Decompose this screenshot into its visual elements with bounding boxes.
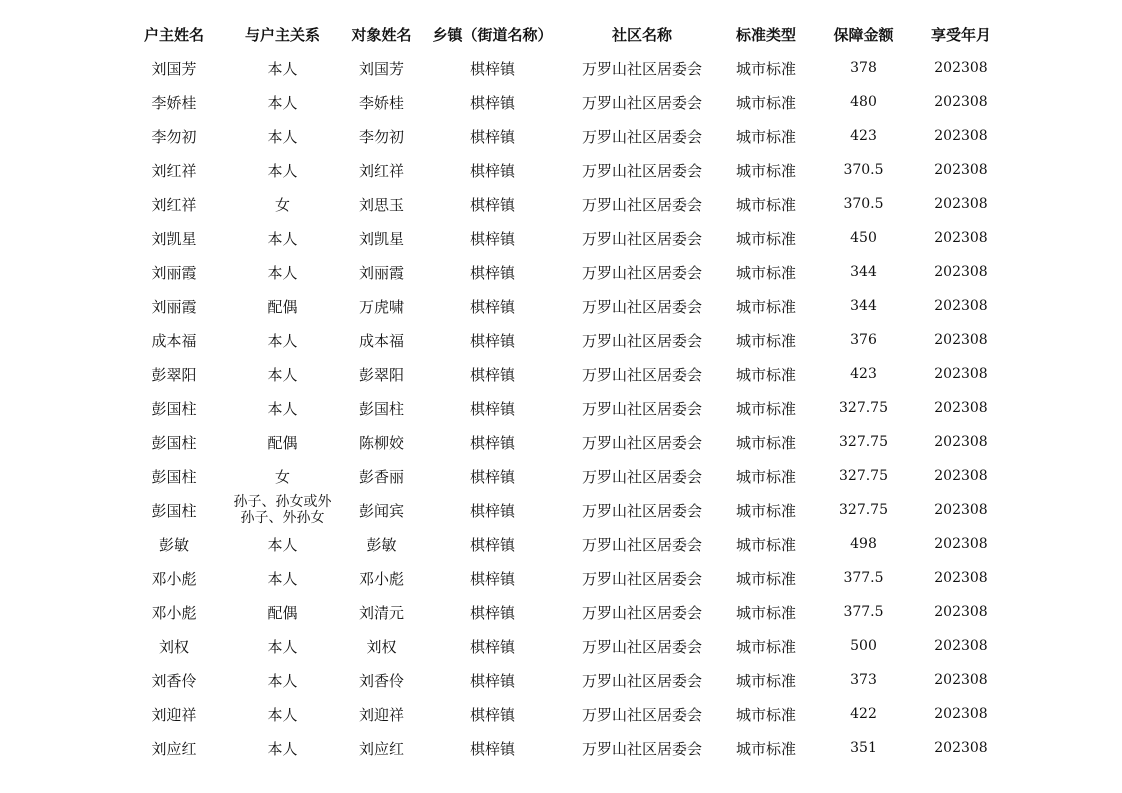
header-recipient-name: 对象姓名 xyxy=(351,25,412,44)
standard-type-cell: 城市标准 xyxy=(735,297,796,316)
township-cell: 棋梓镇 xyxy=(469,161,515,180)
relationship-cell: 本人 xyxy=(267,569,298,588)
table-header-row xyxy=(122,17,1004,51)
amount-cell: 370.5 xyxy=(843,196,884,212)
community-cell: 万罗山社区居委会 xyxy=(581,297,702,316)
township-cell: 棋梓镇 xyxy=(469,467,515,486)
standard-type-cell: 城市标准 xyxy=(735,433,796,452)
householder-name-cell: 彭敏 xyxy=(158,535,189,554)
month-cell: 202308 xyxy=(934,502,988,518)
householder-name-cell: 刘国芳 xyxy=(151,59,197,78)
householder-name-cell: 刘权 xyxy=(158,637,189,656)
table-row xyxy=(122,731,1004,765)
amount-cell: 327.75 xyxy=(839,400,888,416)
relationship-text: 孙子、孙女或外孙子、外孙女 xyxy=(233,494,332,526)
householder-name-cell: 彭国柱 xyxy=(151,501,197,520)
township-cell: 棋梓镇 xyxy=(469,229,515,248)
relationship-cell: 本人 xyxy=(267,331,298,350)
header-standard-type: 标准类型 xyxy=(735,25,796,44)
community-cell: 万罗山社区居委会 xyxy=(581,229,702,248)
standard-type-cell: 城市标准 xyxy=(735,603,796,622)
recipient-name-cell: 李勿初 xyxy=(358,127,404,146)
standard-type-cell: 城市标准 xyxy=(735,705,796,724)
community-cell: 万罗山社区居委会 xyxy=(581,501,702,520)
township-cell: 棋梓镇 xyxy=(469,195,515,214)
recipient-name-cell: 刘应红 xyxy=(358,739,404,758)
month-cell: 202308 xyxy=(934,468,988,484)
benefit-table xyxy=(122,17,1004,765)
header-relationship: 与户主关系 xyxy=(244,25,320,44)
recipient-name-cell: 刘红祥 xyxy=(358,161,404,180)
relationship-cell: 本人 xyxy=(267,739,298,758)
community-cell: 万罗山社区居委会 xyxy=(581,569,702,588)
householder-name-cell: 彭国柱 xyxy=(151,433,197,452)
table-row xyxy=(122,323,1004,357)
community-cell: 万罗山社区居委会 xyxy=(581,263,702,282)
standard-type-cell: 城市标准 xyxy=(735,535,796,554)
standard-type-cell: 城市标准 xyxy=(735,569,796,588)
amount-cell: 378 xyxy=(850,60,877,76)
relationship-cell: 本人 xyxy=(267,399,298,418)
month-cell: 202308 xyxy=(934,604,988,620)
community-cell: 万罗山社区居委会 xyxy=(581,127,702,146)
month-cell: 202308 xyxy=(934,706,988,722)
township-cell: 棋梓镇 xyxy=(469,59,515,78)
community-cell: 万罗山社区居委会 xyxy=(581,637,702,656)
table-row xyxy=(122,459,1004,493)
community-cell: 万罗山社区居委会 xyxy=(581,93,702,112)
relationship-cell: 本人 xyxy=(267,127,298,146)
header-community: 社区名称 xyxy=(611,25,672,44)
community-cell: 万罗山社区居委会 xyxy=(581,331,702,350)
standard-type-cell: 城市标准 xyxy=(735,365,796,384)
amount-cell: 376 xyxy=(850,332,877,348)
recipient-name-cell: 刘思玉 xyxy=(358,195,404,214)
community-cell: 万罗山社区居委会 xyxy=(581,399,702,418)
community-cell: 万罗山社区居委会 xyxy=(581,705,702,724)
header-month: 享受年月 xyxy=(930,25,991,44)
standard-type-cell: 城市标准 xyxy=(735,637,796,656)
amount-cell: 498 xyxy=(850,536,877,552)
community-cell: 万罗山社区居委会 xyxy=(581,59,702,78)
month-cell: 202308 xyxy=(934,162,988,178)
header-amount: 保障金额 xyxy=(833,25,894,44)
table-row xyxy=(122,255,1004,289)
standard-type-cell: 城市标准 xyxy=(735,195,796,214)
township-cell: 棋梓镇 xyxy=(469,637,515,656)
relationship-cell: 配偶 xyxy=(267,297,298,316)
table-row xyxy=(122,697,1004,731)
standard-type-cell: 城市标准 xyxy=(735,229,796,248)
month-cell: 202308 xyxy=(934,128,988,144)
table-row xyxy=(122,425,1004,459)
community-cell: 万罗山社区居委会 xyxy=(581,467,702,486)
township-cell: 棋梓镇 xyxy=(469,671,515,690)
householder-name-cell: 刘红祥 xyxy=(151,161,197,180)
township-cell: 棋梓镇 xyxy=(469,399,515,418)
relationship-cell: 本人 xyxy=(267,161,298,180)
householder-name-cell: 李勿初 xyxy=(151,127,197,146)
month-cell: 202308 xyxy=(934,400,988,416)
standard-type-cell: 城市标准 xyxy=(735,127,796,146)
table-row xyxy=(122,85,1004,119)
amount-cell: 327.75 xyxy=(839,468,888,484)
householder-name-cell: 邓小彪 xyxy=(151,569,197,588)
standard-type-cell: 城市标准 xyxy=(735,739,796,758)
amount-cell: 377.5 xyxy=(843,604,884,620)
amount-cell: 344 xyxy=(850,298,877,314)
standard-type-cell: 城市标准 xyxy=(735,161,796,180)
month-cell: 202308 xyxy=(934,298,988,314)
township-cell: 棋梓镇 xyxy=(469,297,515,316)
township-cell: 棋梓镇 xyxy=(469,569,515,588)
amount-cell: 422 xyxy=(850,706,877,722)
month-cell: 202308 xyxy=(934,94,988,110)
month-cell: 202308 xyxy=(934,536,988,552)
table-body xyxy=(122,51,1004,765)
recipient-name-cell: 刘国芳 xyxy=(358,59,404,78)
recipient-name-cell: 成本福 xyxy=(358,331,404,350)
standard-type-cell: 城市标准 xyxy=(735,331,796,350)
householder-name-cell: 刘凯星 xyxy=(151,229,197,248)
relationship-cell: 本人 xyxy=(267,705,298,724)
amount-cell: 344 xyxy=(850,264,877,280)
table-row xyxy=(122,153,1004,187)
amount-cell: 500 xyxy=(850,638,877,654)
table-row xyxy=(122,629,1004,663)
month-cell: 202308 xyxy=(934,366,988,382)
month-cell: 202308 xyxy=(934,230,988,246)
township-cell: 棋梓镇 xyxy=(469,365,515,384)
township-cell: 棋梓镇 xyxy=(469,535,515,554)
recipient-name-cell: 彭敏 xyxy=(366,535,397,554)
table-row xyxy=(122,493,1004,527)
month-cell: 202308 xyxy=(934,332,988,348)
table-row xyxy=(122,595,1004,629)
recipient-name-cell: 陈柳姣 xyxy=(358,433,404,452)
recipient-name-cell: 刘香伶 xyxy=(358,671,404,690)
relationship-cell: 女 xyxy=(274,195,290,214)
community-cell: 万罗山社区居委会 xyxy=(581,671,702,690)
recipient-name-cell: 万虎啸 xyxy=(358,297,404,316)
householder-name-cell: 刘丽霞 xyxy=(151,297,197,316)
standard-type-cell: 城市标准 xyxy=(735,467,796,486)
householder-name-cell: 刘红祥 xyxy=(151,195,197,214)
householder-name-cell: 彭国柱 xyxy=(151,399,197,418)
township-cell: 棋梓镇 xyxy=(469,263,515,282)
month-cell: 202308 xyxy=(934,740,988,756)
month-cell: 202308 xyxy=(934,638,988,654)
householder-name-cell: 彭翠阳 xyxy=(151,365,197,384)
recipient-name-cell: 刘凯星 xyxy=(358,229,404,248)
recipient-name-cell: 李娇桂 xyxy=(358,93,404,112)
community-cell: 万罗山社区居委会 xyxy=(581,603,702,622)
table-row xyxy=(122,527,1004,561)
recipient-name-cell: 邓小彪 xyxy=(358,569,404,588)
recipient-name-cell: 刘权 xyxy=(366,637,397,656)
month-cell: 202308 xyxy=(934,196,988,212)
recipient-name-cell: 刘丽霞 xyxy=(358,263,404,282)
amount-cell: 377.5 xyxy=(843,570,884,586)
township-cell: 棋梓镇 xyxy=(469,331,515,350)
township-cell: 棋梓镇 xyxy=(469,501,515,520)
table-row xyxy=(122,221,1004,255)
recipient-name-cell: 彭翠阳 xyxy=(358,365,404,384)
month-cell: 202308 xyxy=(934,672,988,688)
amount-cell: 423 xyxy=(850,366,877,382)
standard-type-cell: 城市标准 xyxy=(735,59,796,78)
relationship-cell: 配偶 xyxy=(267,433,298,452)
table-row xyxy=(122,119,1004,153)
standard-type-cell: 城市标准 xyxy=(735,399,796,418)
relationship-cell: 本人 xyxy=(267,671,298,690)
standard-type-cell: 城市标准 xyxy=(735,93,796,112)
relationship-cell: 本人 xyxy=(267,535,298,554)
township-cell: 棋梓镇 xyxy=(469,603,515,622)
standard-type-cell: 城市标准 xyxy=(735,501,796,520)
township-cell: 棋梓镇 xyxy=(469,739,515,758)
householder-name-cell: 刘香伶 xyxy=(151,671,197,690)
community-cell: 万罗山社区居委会 xyxy=(581,161,702,180)
table-row xyxy=(122,391,1004,425)
relationship-cell: 本人 xyxy=(267,93,298,112)
township-cell: 棋梓镇 xyxy=(469,705,515,724)
township-cell: 棋梓镇 xyxy=(469,127,515,146)
month-cell: 202308 xyxy=(934,264,988,280)
recipient-name-cell: 刘迎祥 xyxy=(358,705,404,724)
header-householder-name: 户主姓名 xyxy=(143,25,204,44)
header-township: 乡镇（街道名称） xyxy=(432,25,553,44)
month-cell: 202308 xyxy=(934,434,988,450)
community-cell: 万罗山社区居委会 xyxy=(581,535,702,554)
amount-cell: 327.75 xyxy=(839,502,888,518)
recipient-name-cell: 刘清元 xyxy=(358,603,404,622)
relationship-cell: 女 xyxy=(274,467,290,486)
standard-type-cell: 城市标准 xyxy=(735,671,796,690)
table-row xyxy=(122,289,1004,323)
relationship-cell: 本人 xyxy=(267,263,298,282)
relationship-cell: 本人 xyxy=(267,365,298,384)
table-row xyxy=(122,561,1004,595)
community-cell: 万罗山社区居委会 xyxy=(581,195,702,214)
recipient-name-cell: 彭香丽 xyxy=(358,467,404,486)
township-cell: 棋梓镇 xyxy=(469,433,515,452)
amount-cell: 351 xyxy=(850,740,877,756)
householder-name-cell: 刘丽霞 xyxy=(151,263,197,282)
document-sheet xyxy=(122,17,1004,765)
recipient-name-cell: 彭国柱 xyxy=(358,399,404,418)
householder-name-cell: 刘应红 xyxy=(151,739,197,758)
month-cell: 202308 xyxy=(934,570,988,586)
relationship-cell: 本人 xyxy=(267,59,298,78)
recipient-name-cell: 彭闻宾 xyxy=(358,501,404,520)
community-cell: 万罗山社区居委会 xyxy=(581,739,702,758)
month-cell: 202308 xyxy=(934,60,988,76)
relationship-cell: 本人 xyxy=(267,637,298,656)
relationship-cell xyxy=(226,493,339,527)
householder-name-cell: 邓小彪 xyxy=(151,603,197,622)
township-cell: 棋梓镇 xyxy=(469,93,515,112)
table-row xyxy=(122,51,1004,85)
amount-cell: 450 xyxy=(850,230,877,246)
standard-type-cell: 城市标准 xyxy=(735,263,796,282)
table-row xyxy=(122,187,1004,221)
amount-cell: 480 xyxy=(850,94,877,110)
householder-name-cell: 刘迎祥 xyxy=(151,705,197,724)
community-cell: 万罗山社区居委会 xyxy=(581,433,702,452)
table-row xyxy=(122,357,1004,391)
amount-cell: 327.75 xyxy=(839,434,888,450)
householder-name-cell: 李娇桂 xyxy=(151,93,197,112)
householder-name-cell: 彭国柱 xyxy=(151,467,197,486)
amount-cell: 423 xyxy=(850,128,877,144)
relationship-cell: 配偶 xyxy=(267,603,298,622)
table-row xyxy=(122,663,1004,697)
amount-cell: 370.5 xyxy=(843,162,884,178)
relationship-cell: 本人 xyxy=(267,229,298,248)
amount-cell: 373 xyxy=(850,672,877,688)
community-cell: 万罗山社区居委会 xyxy=(581,365,702,384)
householder-name-cell: 成本福 xyxy=(151,331,197,350)
